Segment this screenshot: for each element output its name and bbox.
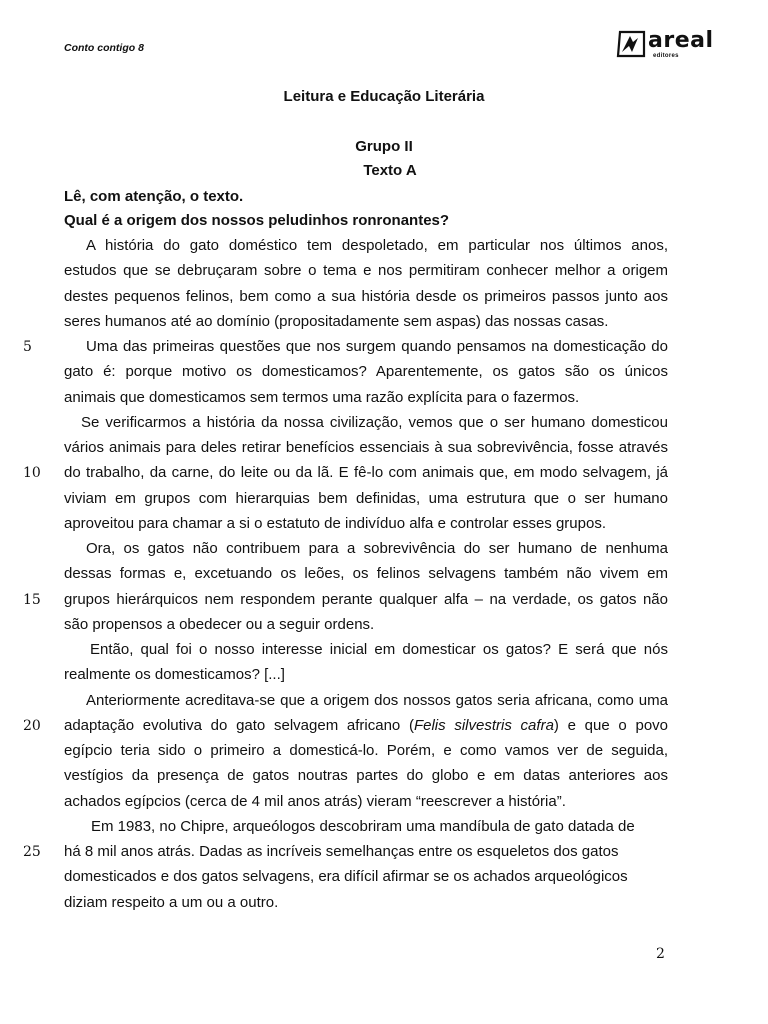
line-segment: adaptação evolutiva do gato selvagem africano ( <box>64 716 414 734</box>
logo-wordmark: areal <box>648 28 714 53</box>
text-line <box>64 715 668 737</box>
text-line: aproveitou para chamar a si o estatuto de indivíduo alfa e controlar esses grupos. <box>64 514 606 532</box>
section-title: Leitura e Educação Literária <box>283 88 485 105</box>
text-line: vários animais para deles retirar benefícios essenciais à sua sobrevivência, fosse através <box>64 439 668 456</box>
text-line: vestígios da presença de gatos noutras partes do globo e em datas anteriores aos <box>64 767 668 785</box>
line-segment: ) e que o povo <box>553 716 668 734</box>
group-title: Grupo II <box>355 138 413 155</box>
species-name: Felis silvestris cafra <box>413 716 554 734</box>
text-line: diziam respeito a um ou a outro. <box>64 893 279 911</box>
logo-subtitle: editores <box>653 53 679 59</box>
text-line: estudos que se debruçaram sobre o tema e nos permitiram conhecer melhor a origem <box>64 262 668 280</box>
text-label: Texto A <box>363 162 417 179</box>
text-line: destes pequenos felinos, bem como a sua história desde os primeiros passos junto aos <box>64 287 668 305</box>
line-number: 20 <box>23 717 41 734</box>
text-line: realmente os domesticamos? [...] <box>64 666 285 684</box>
text-line: A história do gato doméstico tem despoletado, em particular nos últimos anos, <box>86 237 668 254</box>
instruction: Lê, com atenção, o texto. <box>64 188 244 205</box>
text-line: do trabalho, da carne, do leite ou da lã. E fê-lo com animais que, em modo selvagem, já <box>64 464 668 482</box>
text-line: grupos hierárquicos nem respondem perante qualquer alfa – na verdade, os gatos não <box>64 590 668 608</box>
page-number: 2 <box>656 946 665 962</box>
text-line: gato é: porque motivo os domesticamos? Aparentemente, os gatos são os únicos <box>64 363 668 381</box>
text-line: dessas formas e, excetuando os leões, os felinos selvagens também não vivem em <box>64 565 668 583</box>
text-line: Se verificarmos a história da nossa civilização, vemos que o ser humano domesticou <box>81 413 668 431</box>
text-line: Anteriormente acreditava-se que a origem dos nossos gatos seria africana, como uma <box>86 691 668 709</box>
text-line: egípcio teria sido o primeiro a domesticá-lo. Porém, e como vamos ver de seguida, <box>64 742 668 759</box>
text-line: animais que domesticamos sem termos uma razão explícita para o fazermos. <box>64 388 580 406</box>
text-line: achados egípcios (cerca de 4 mil anos atrás) vieram “reescrever a história”. <box>64 792 566 810</box>
article-title: Qual é a origem dos nossos peludinhos ronronantes? <box>64 212 450 229</box>
text-line: Então, qual foi o nosso interesse inicial em domesticar os gatos? E será que nós <box>90 641 668 658</box>
line-number: 5 <box>23 339 32 355</box>
line-number: 25 <box>23 844 41 860</box>
areal-logo-icon <box>616 30 646 58</box>
text-line: são propensos a obedecer ou a seguir ordens. <box>64 615 375 633</box>
text-line: viviam em grupos com hierarquias bem definidas, uma estrutura que o ser humano <box>64 489 668 507</box>
text-line: seres humanos até ao domínio (propositadamente sem aspas) das nossas casas. <box>64 312 609 330</box>
text-line: Ora, os gatos não contribuem para a sobrevivência do ser humano de nenhuma <box>86 540 668 557</box>
line-number: 10 <box>23 465 41 482</box>
text-line: Uma das primeiras questões que nos surgem quando pensamos na domesticação do <box>86 338 668 355</box>
running-header: Conto contigo 8 <box>64 42 144 54</box>
line-number: 15 <box>23 591 41 608</box>
publisher-logo <box>616 30 720 62</box>
text-line: Em 1983, no Chipre, arqueólogos descobriram uma mandíbula de gato datada de <box>91 817 635 835</box>
text-line: há 8 mil anos atrás. Dadas as incríveis semelhanças entre os esqueletos dos gatos <box>64 843 619 860</box>
text-line: domesticados e dos gatos selvagens, era difícil afirmar se os achados arqueológicos <box>64 868 628 886</box>
